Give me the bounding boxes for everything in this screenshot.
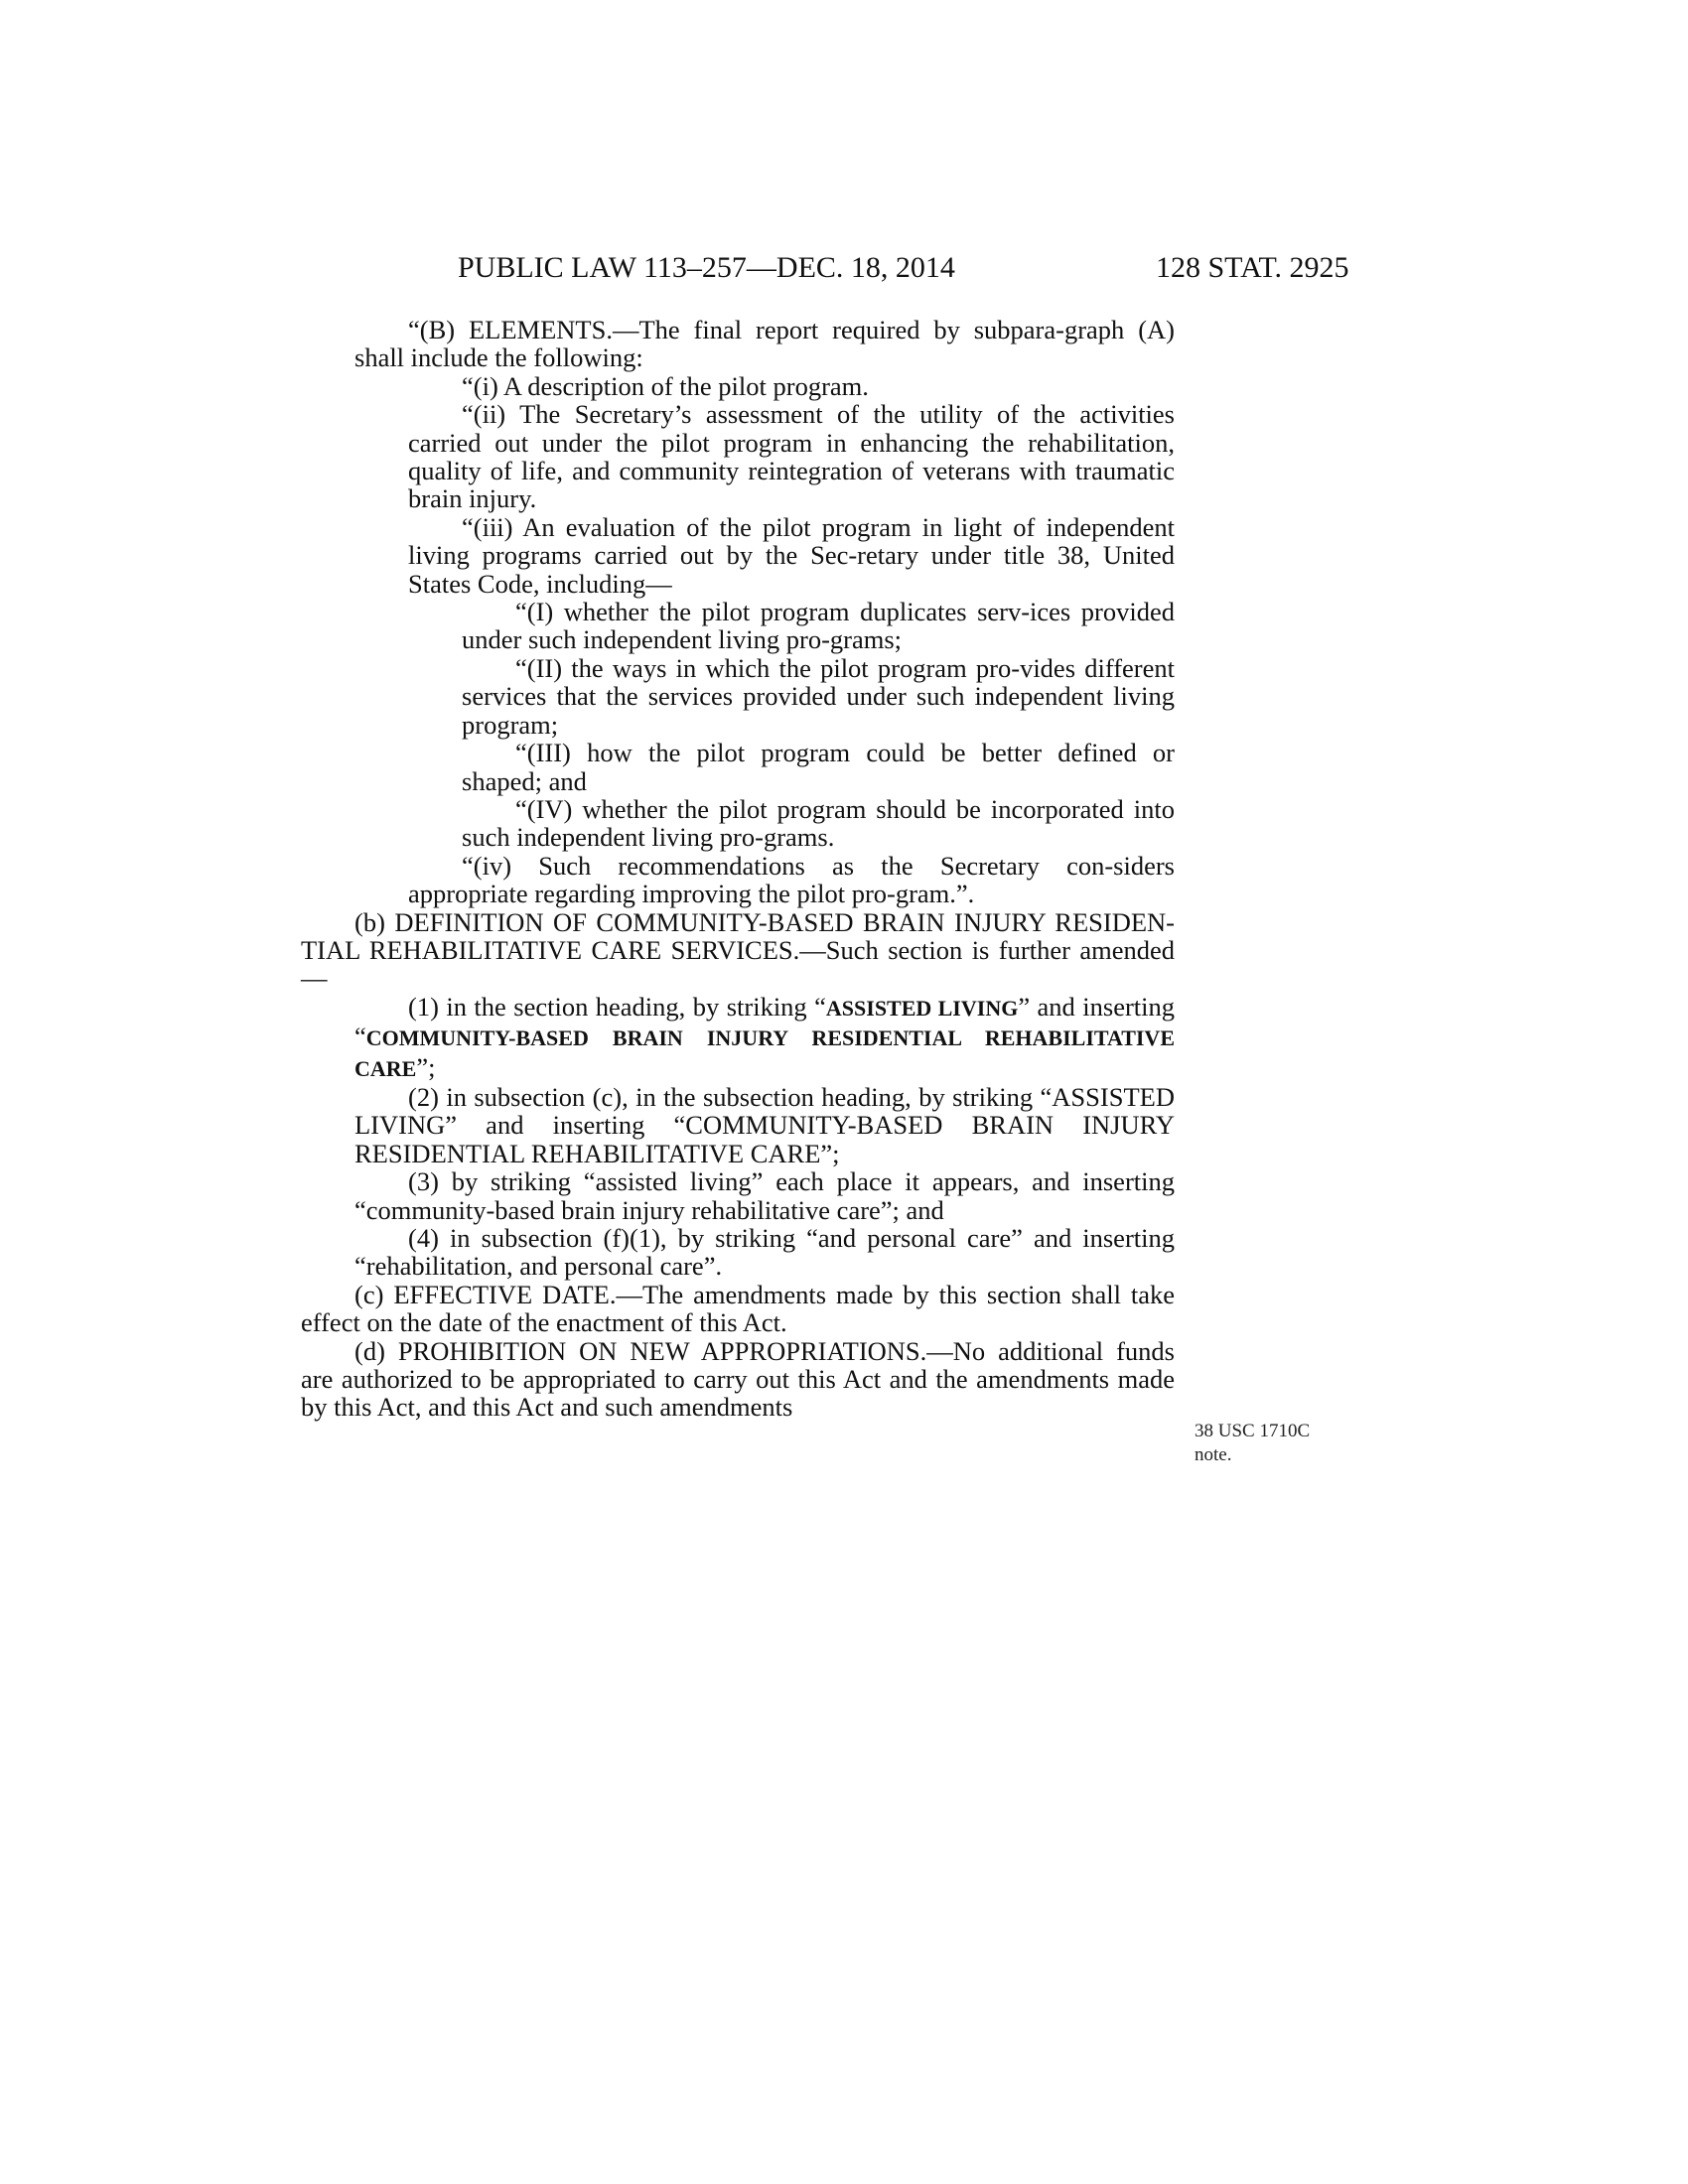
- paragraph-subclause-iv: “(IV) whether the pilot program should be incorporated into such independent living pro-grams.: [462, 793, 1175, 853]
- paragraph-clause-iii: “(iii) An evaluation of the pilot program in light of independent living programs carried out by the Sec-retary under title 38, United States Code, including—: [408, 511, 1175, 599]
- paragraph-subsection-b: (b) DEFINITION OF COMMUNITY-BASED BRAIN INJURY RESIDEN-TIAL REHABILITATIVE CARE SERVICES.—Such section is further amended—: [301, 906, 1175, 994]
- margin-note-line-2: note.: [1195, 1444, 1232, 1465]
- paragraph-elements: “(B) ELEMENTS.—The final report required by subpara-graph (A) shall include the following:: [354, 315, 1175, 373]
- paragraph-clause-iv: “(iv) Such recommendations as the Secretary con-siders appropriate regarding improving the pilot pro-gram.”.: [408, 850, 1175, 909]
- running-header-title: PUBLIC LAW 113–257—DEC. 18, 2014: [458, 251, 955, 284]
- item-1-inserted-heading: COMMUNITY-BASED BRAIN INJURY RESIDENTIAL REHABILITATIVE CARE: [354, 1025, 1175, 1081]
- item-1-text-e: ”;: [416, 1051, 436, 1082]
- paragraph-subclause-ii: “(II) the ways in which the pilot program pro-vides different services that the services provided under such independent living program;: [462, 652, 1175, 740]
- paragraph-clause-i: “(i) A description of the pilot program.: [462, 370, 869, 401]
- item-1-text-a: (1) in the section heading, by striking “: [408, 991, 826, 1022]
- paragraph-item-2: (2) in subsection (c), in the subsection heading, by striking “ASSISTED LIVING” and inserting “COMMUNITY-BASED BRAIN INJURY RESIDENTIAL REHABILITATIVE CARE”;: [354, 1081, 1175, 1168]
- paragraph-subsection-d: (d) PROHIBITION ON NEW APPROPRIATIONS.—No additional funds are authorized to be appropriated to carry out this Act and the amendments made by this Act, and this Act and such amendments: [301, 1335, 1175, 1423]
- margin-citation-note: [1195, 1420, 1324, 1467]
- paragraph-subclause-i: “(I) whether the pilot program duplicates serv-ices provided under such independent living pro-grams;: [462, 597, 1175, 655]
- paragraph-subclause-iii: “(III) how the pilot program could be better defined or shaped; and: [462, 738, 1175, 796]
- paragraph-clause-ii: “(ii) The Secretary’s assessment of the utility of the activities carried out under the pilot program in enhancing the rehabilitation, quality of life, and community reintegration of veterans with traumatic brain injury.: [408, 399, 1175, 514]
- paragraph-item-4: (4) in subsection (f)(1), by striking “and personal care” and inserting “rehabilitation, and personal care”.: [354, 1223, 1175, 1282]
- page-number: 128 STAT. 2925: [1156, 251, 1349, 284]
- paragraph-item-1: [301, 993, 1175, 1083]
- item-1-text-c: ” and inserting “: [354, 991, 1176, 1052]
- paragraph-subsection-c: (c) EFFECTIVE DATE.—The amendments made by this section shall take effect on the date of the enactment of this Act.: [301, 1279, 1175, 1338]
- margin-note-line-1: 38 USC 1710C: [1195, 1421, 1311, 1441]
- item-1-struck-heading: ASSISTED LIVING: [825, 995, 1019, 1021]
- body-text: [301, 316, 1175, 1422]
- paragraph-item-3: (3) by striking “assisted living” each place it appears, and inserting “community-based brain injury rehabilitative care”; and: [354, 1166, 1175, 1225]
